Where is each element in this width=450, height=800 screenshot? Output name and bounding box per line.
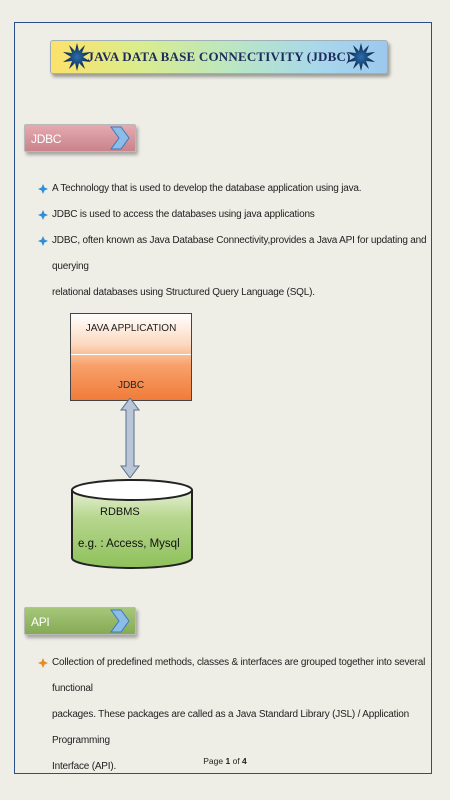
section-tab-jdbc: [24, 124, 136, 152]
chevron-right-icon: [109, 126, 131, 150]
rdbms-label: RDBMS: [100, 506, 140, 518]
jdbc-layer-label: JDBC: [117, 380, 145, 391]
java-application-label: JAVA APPLICATION: [85, 323, 177, 334]
diamond-bullet-icon: [38, 210, 48, 220]
section-tab-label: API: [31, 615, 50, 629]
list-item-continuation: packages. These packages are called as a Java Standard Library (JSL) / Application Programming: [52, 709, 409, 746]
list-item: JDBC, often known as Java Database Connectivity,provides a Java API for updating and querying: [38, 228, 428, 280]
double-arrow-connector: [119, 398, 141, 478]
title-banner: [50, 40, 388, 74]
page-title: JAVA DATA BASE CONNECTIVITY (JDBC): [87, 49, 351, 64]
list-item: JDBC is used to access the databases using java applications: [38, 202, 428, 228]
list-item-continuation: Interface (API).: [52, 761, 117, 772]
diamond-bullet-icon: [38, 658, 48, 668]
jdbc-bullet-list: [38, 176, 428, 306]
starburst-icon: [347, 43, 375, 71]
list-item: Collection of predefined methods, classes & interfaces are grouped together into several functional: [38, 650, 428, 702]
page-number: Page 1 of 4: [203, 756, 247, 766]
list-item: A Technology that is used to develop the database application using java.: [38, 176, 428, 202]
database-examples-label: e.g. : Access, Mysql: [78, 538, 180, 550]
chevron-right-icon: [109, 609, 131, 633]
section-tab-label: JDBC: [31, 132, 62, 146]
box-divider: [71, 354, 191, 355]
diamond-bullet-icon: [38, 184, 48, 194]
diamond-bullet-icon: [38, 236, 48, 246]
list-item-continuation: relational databases using Structured Query Language (SQL).: [52, 287, 315, 298]
database-cylinder-icon: [70, 478, 194, 570]
java-application-box: [70, 313, 192, 401]
section-tab-api: [24, 607, 136, 635]
